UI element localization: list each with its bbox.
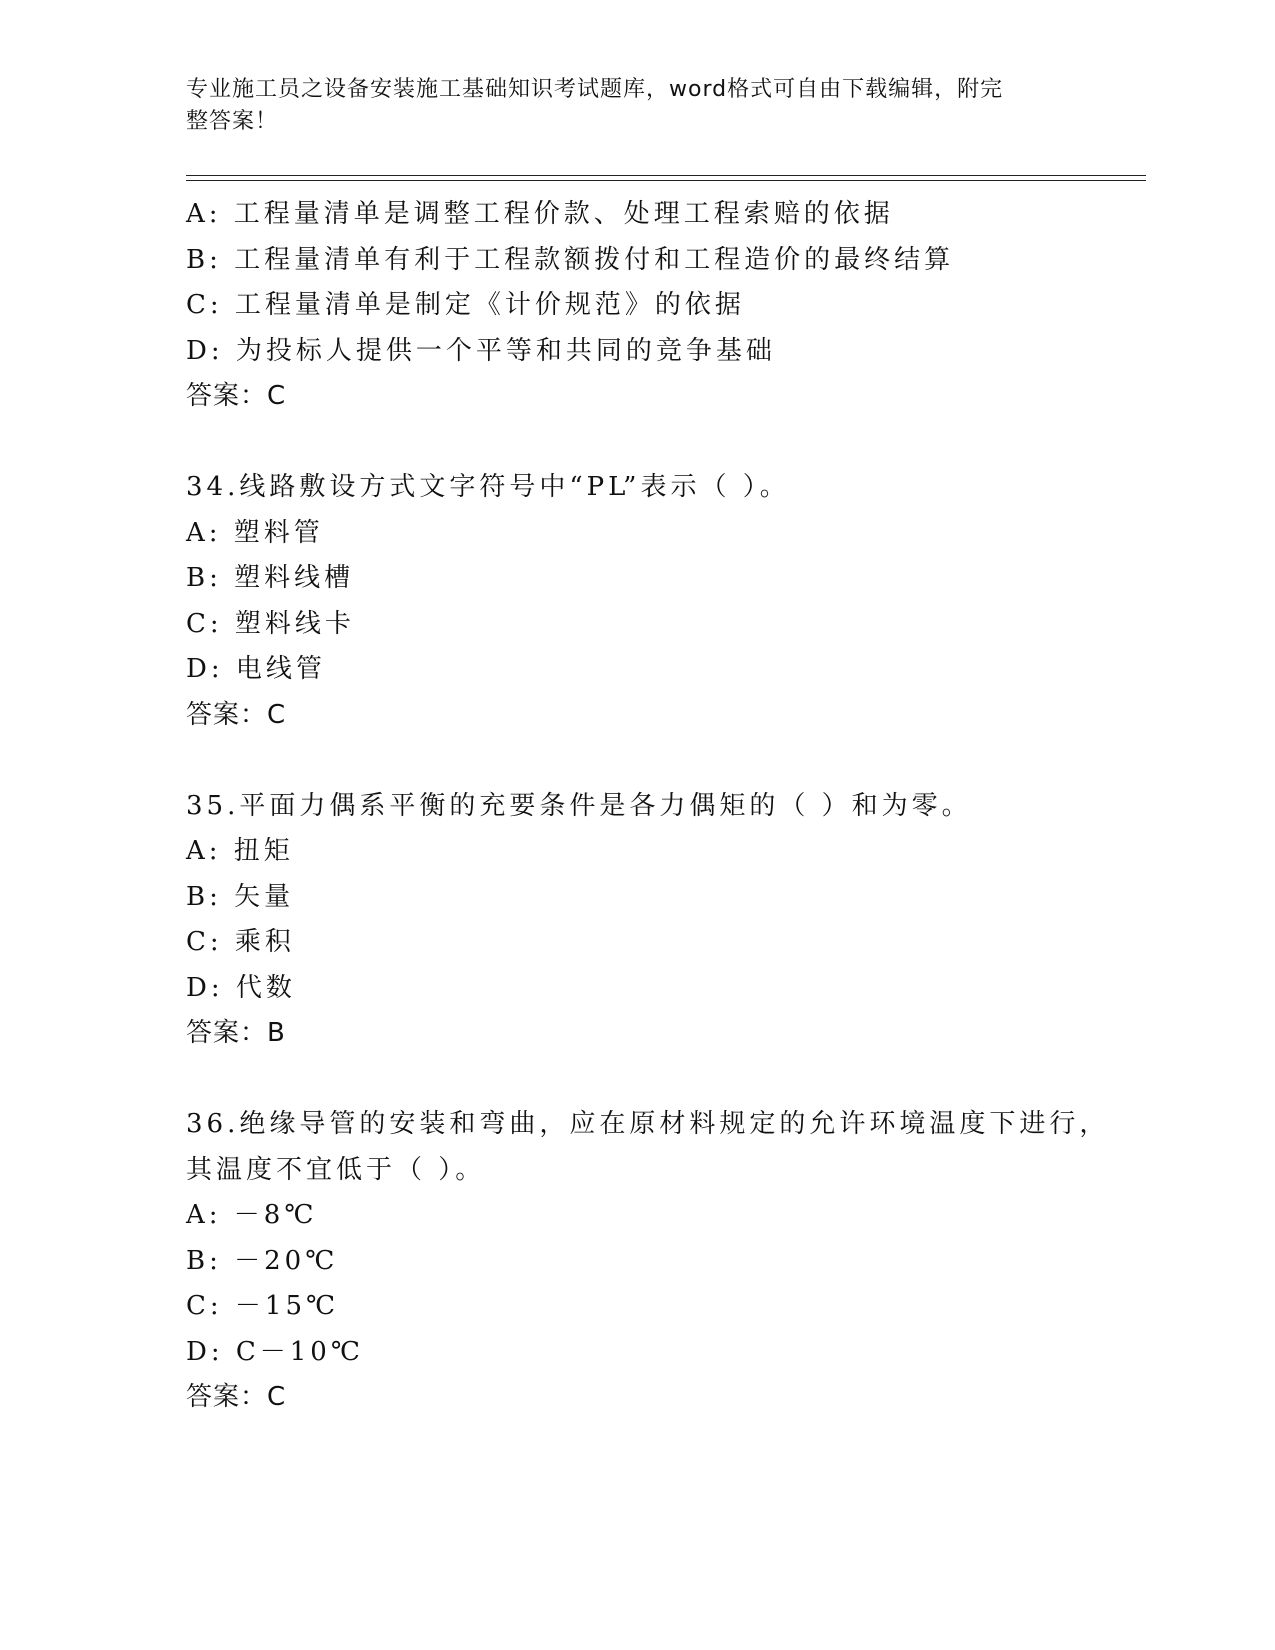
question-35 (186, 784, 1086, 1057)
document-header (186, 74, 1066, 138)
question-stem: 35.平面力偶系平衡的充要条件是各力偶矩的（ ）和为零。 (186, 790, 972, 821)
option-c: C: 工程量清单是制定《计价规范》的依据 (186, 290, 745, 320)
option-b: B: －20℃ (186, 1245, 339, 1276)
header-line-2: 整答案！ (186, 109, 279, 134)
option-b: B: 塑料线槽 (186, 563, 355, 593)
answer-line: 答案：B (186, 1018, 286, 1048)
option-c: C: －15℃ (186, 1291, 340, 1321)
header-divider-bottom (186, 180, 1146, 181)
question-stem: 34.线路敷设方式文字符号中“PL”表示（ ）。 (186, 472, 790, 502)
question-stem-line-1: 36.绝缘导管的安装和弯曲，应在原材料规定的允许环境温度下进行， (186, 1109, 1110, 1139)
option-a: A: －8℃ (186, 1200, 318, 1230)
option-d: D: C－10℃ (186, 1336, 364, 1367)
option-d: D: 为投标人提供一个平等和共同的竞争基础 (186, 335, 776, 366)
spacer (186, 1057, 1086, 1103)
option-c: C: 塑料线卡 (186, 608, 355, 639)
answer-line: 答案：C (186, 1382, 287, 1412)
option-a: A: 扭矩 (186, 836, 294, 866)
answer-line: 答案：C (186, 699, 287, 730)
spacer (186, 738, 1086, 784)
option-d: D: 代数 (186, 972, 296, 1003)
option-b: B: 矢量 (186, 881, 295, 912)
question-33 (186, 192, 1086, 420)
option-b: B: 工程量清单有利于工程款额拨付和工程造价的最终结算 (186, 244, 955, 275)
question-stem-line-2: 其温度不宜低于（ ）。 (186, 1154, 486, 1185)
option-d: D: 电线管 (186, 654, 326, 684)
answer-line: 答案：C (186, 381, 287, 411)
option-a: A: 工程量清单是调整工程价款、处理工程索赔的依据 (186, 199, 894, 229)
question-34 (186, 465, 1086, 738)
question-36 (186, 1102, 1110, 1421)
spacer (186, 420, 1086, 466)
option-a: A: 塑料管 (186, 517, 324, 548)
option-c: C: 乘积 (186, 927, 295, 957)
header-divider-top (186, 175, 1146, 176)
header-line-1: 专业施工员之设备安装施工基础知识考试题库，word格式可自由下载编辑，附完 (186, 77, 1004, 102)
question-list (186, 192, 1110, 1421)
